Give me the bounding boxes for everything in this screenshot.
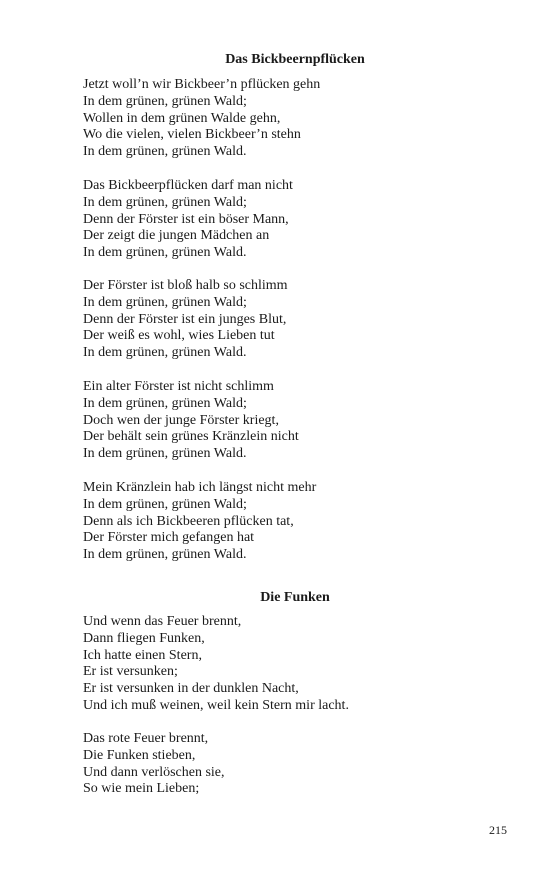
stanza [83,614,523,715]
verse-line: In dem grünen, grünen Wald; [83,294,247,310]
verse-line: Der Förster ist bloß halb so schlimm [83,278,288,293]
verse-line: Das Bickbeerpflücken darf man nicht [83,178,293,193]
stanza [83,379,523,463]
stanza [83,278,523,362]
stanza [83,77,523,161]
stanza [83,480,523,564]
verse-line: In dem grünen, grünen Wald. [83,547,247,563]
verse-line: Denn der Förster ist ein junges Blut, [83,311,287,327]
verse-line: Dann fliegen Funken, [83,630,205,646]
verse-line: Denn der Förster ist ein böser Mann, [83,211,289,227]
verse-line: Der Förster mich gefangen hat [83,530,255,546]
verse-line: Wollen in dem grünen Walde gehn, [83,110,281,126]
verse-line: Wo die vielen, vielen Bickbeer’n stehn [83,127,301,143]
verse-line: In dem grünen, grünen Wald; [83,395,247,411]
verse-line: In dem grünen, grünen Wald; [83,496,247,512]
verse-line: Der weiß es wohl, wies Lieben tut [83,328,275,344]
verse-line: In dem grünen, grünen Wald. [83,345,247,361]
verse-line: Er ist versunken in der dunklen Nacht, [83,681,299,697]
verse-line: Denn als ich Bickbeeren pflücken tat, [83,513,294,529]
verse-line: In dem grünen, grünen Wald; [83,93,247,109]
verse-line: Und wenn das Feuer brennt, [83,614,242,629]
page-number: 215 [489,823,507,837]
verse-line: Der zeigt die jungen Mädchen an [83,228,270,244]
verse-line: Der behält sein grünes Kränzlein nicht [83,429,299,445]
verse-line: Mein Kränzlein hab ich längst nicht mehr [83,480,317,495]
verse-line: Die Funken stieben, [83,747,196,763]
verse-line: Doch wen der junge Förster kriegt, [83,412,279,428]
verse-line: In dem grünen, grünen Wald; [83,194,247,210]
verse-line: In dem grünen, grünen Wald. [83,446,247,462]
verse-line: Jetzt woll’n wir Bickbeer’n pflücken gehn [83,77,321,92]
stanza [83,178,523,262]
verse-line: Er ist versunken; [83,664,178,680]
poem-title: Die Funken [260,590,330,605]
poem-title: Das Bickbeernpflücken [225,52,365,67]
verse-line: In dem grünen, grünen Wald. [83,245,247,261]
verse-line: Das rote Feuer brennt, [83,731,209,746]
verse-line: Ich hatte einen Stern, [83,647,202,663]
verse-line: Ein alter Förster ist nicht schlimm [83,379,274,394]
verse-line: Und dann verlöschen sie, [83,764,225,780]
verse-line: In dem grünen, grünen Wald. [83,144,247,160]
stanza [83,731,523,798]
verse-line: So wie mein Lieben; [83,781,200,797]
verse-line: Und ich muß weinen, weil kein Stern mir lacht. [83,697,349,713]
